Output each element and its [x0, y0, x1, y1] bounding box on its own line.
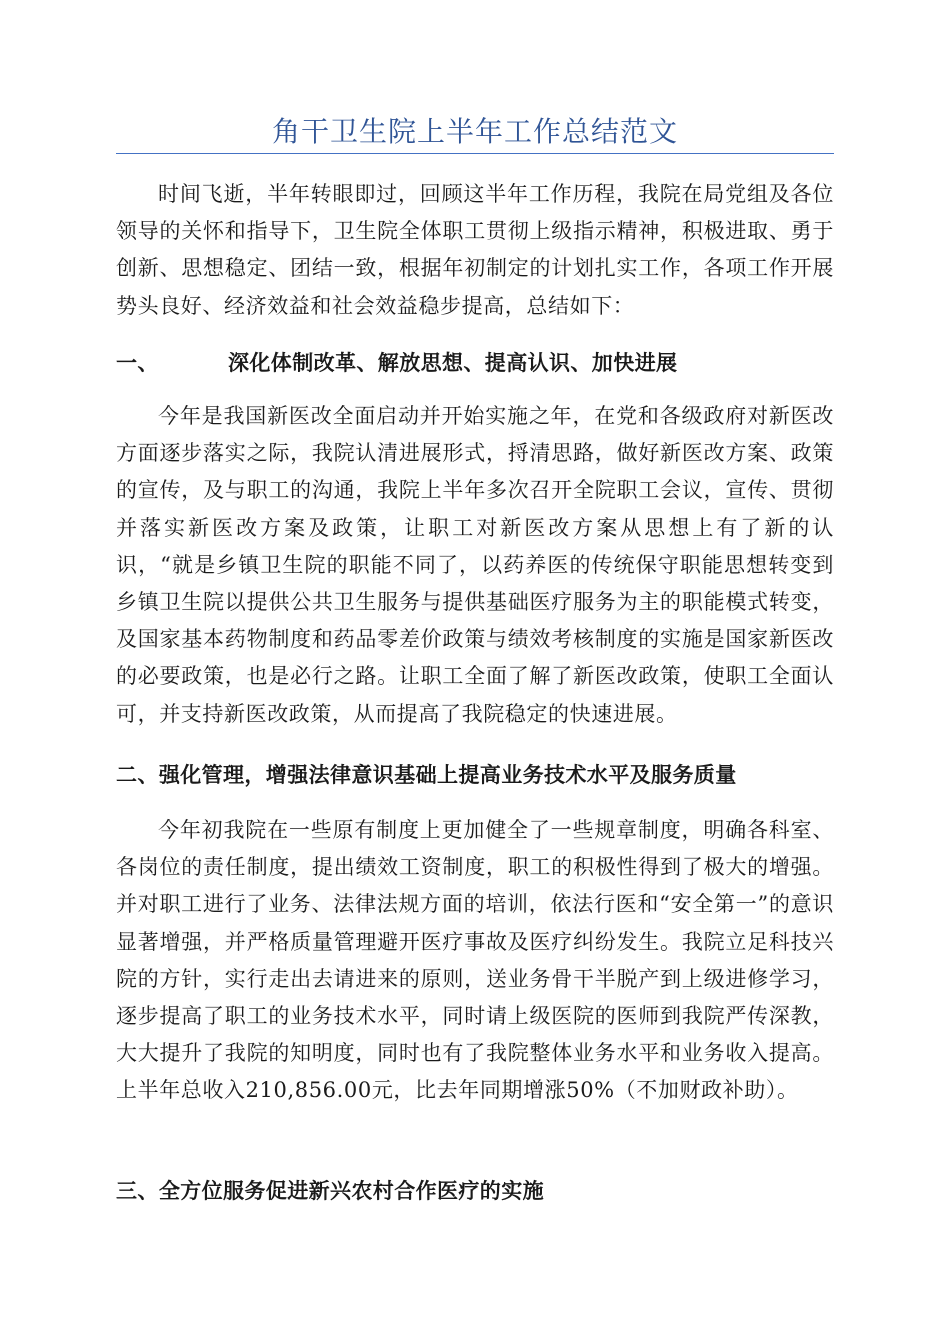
section-3-heading [116, 1176, 834, 1206]
section-1-title: 深化体制改革、解放思想、提高认识、加快进展 [228, 351, 678, 375]
section-2-number: 二、 [116, 763, 159, 787]
section-1-number: 一、 [116, 351, 159, 375]
section-2-paragraph: 今年初我院在一些原有制度上更加健全了一些规章制度，明确各科室、各岗位的责任制度，提出绩效工资制度，职工的积极性得到了极大的增强。并对职工进行了业务、法律法规方面的培训，依法行医和“安全第一”的意识显著增强，并严格质量管理避开医疗事故及医疗纠纷发生。我院立足科技兴院的方针，实行走出去请进来的原则，送业务骨干半脱产到上级进修学习，逐步提高了职工的业务技术水平，同时请上级医院的医师到我院严传深教，大大提升了我院的知明度，同时也有了我院整体业务水平和业务收入提高。上半年总收入210,856.00元，比去年同期增涨50%（不加财政补助）。 [116, 818, 834, 1103]
section-1-paragraph: 今年是我国新医改全面启动并开始实施之年，在党和各级政府对新医改方面逐步落实之际，我院认清进展形式，捋清思路，做好新医改方案、政策的宣传，及与职工的沟通，我院上半年多次召开全院职工会议，宣传、贯彻并落实新医改方案及政策，让职工对新医改方案从思想上有了新的认识，“就是乡镇卫生院的职能不同了，以药养医的传统保守职能思想转变到乡镇卫生院以提供公共卫生服务与提供基础医疗服务为主的职能模式转变，及国家基本药物制度和药品零差价政策与绩效考核制度的实施是国家新医改的必要政策，也是必行之路。让职工全面了解了新医改政策，使职工全面认可，并支持新医改政策，从而提高了我院稳定的快速进展。 [116, 404, 834, 726]
section-3-title: 全方位服务促进新兴农村合作医疗的实施 [158, 1179, 545, 1203]
intro-paragraph: 时间飞逝，半年转眼即过，回顾这半年工作历程，我院在局党组及各位领导的关怀和指导下，卫生院全体职工贯彻上级指示精神，积极进取、勇于创新、思想稳定、团结一致，根据年初制定的计划扎实工作，各项工作开展势头良好、经济效益和社会效益稳步提高，总结如下： [116, 182, 834, 318]
section-2-heading [116, 760, 834, 790]
section-3-number: 三、 [116, 1179, 159, 1203]
section-2-title: 强化管理，增强法律意识基础上提高业务技术水平及服务质量 [158, 763, 737, 787]
title-underline [116, 153, 834, 154]
section-1-heading [116, 348, 834, 378]
document-title: 角干卫生院上半年工作总结范文 [271, 115, 678, 148]
